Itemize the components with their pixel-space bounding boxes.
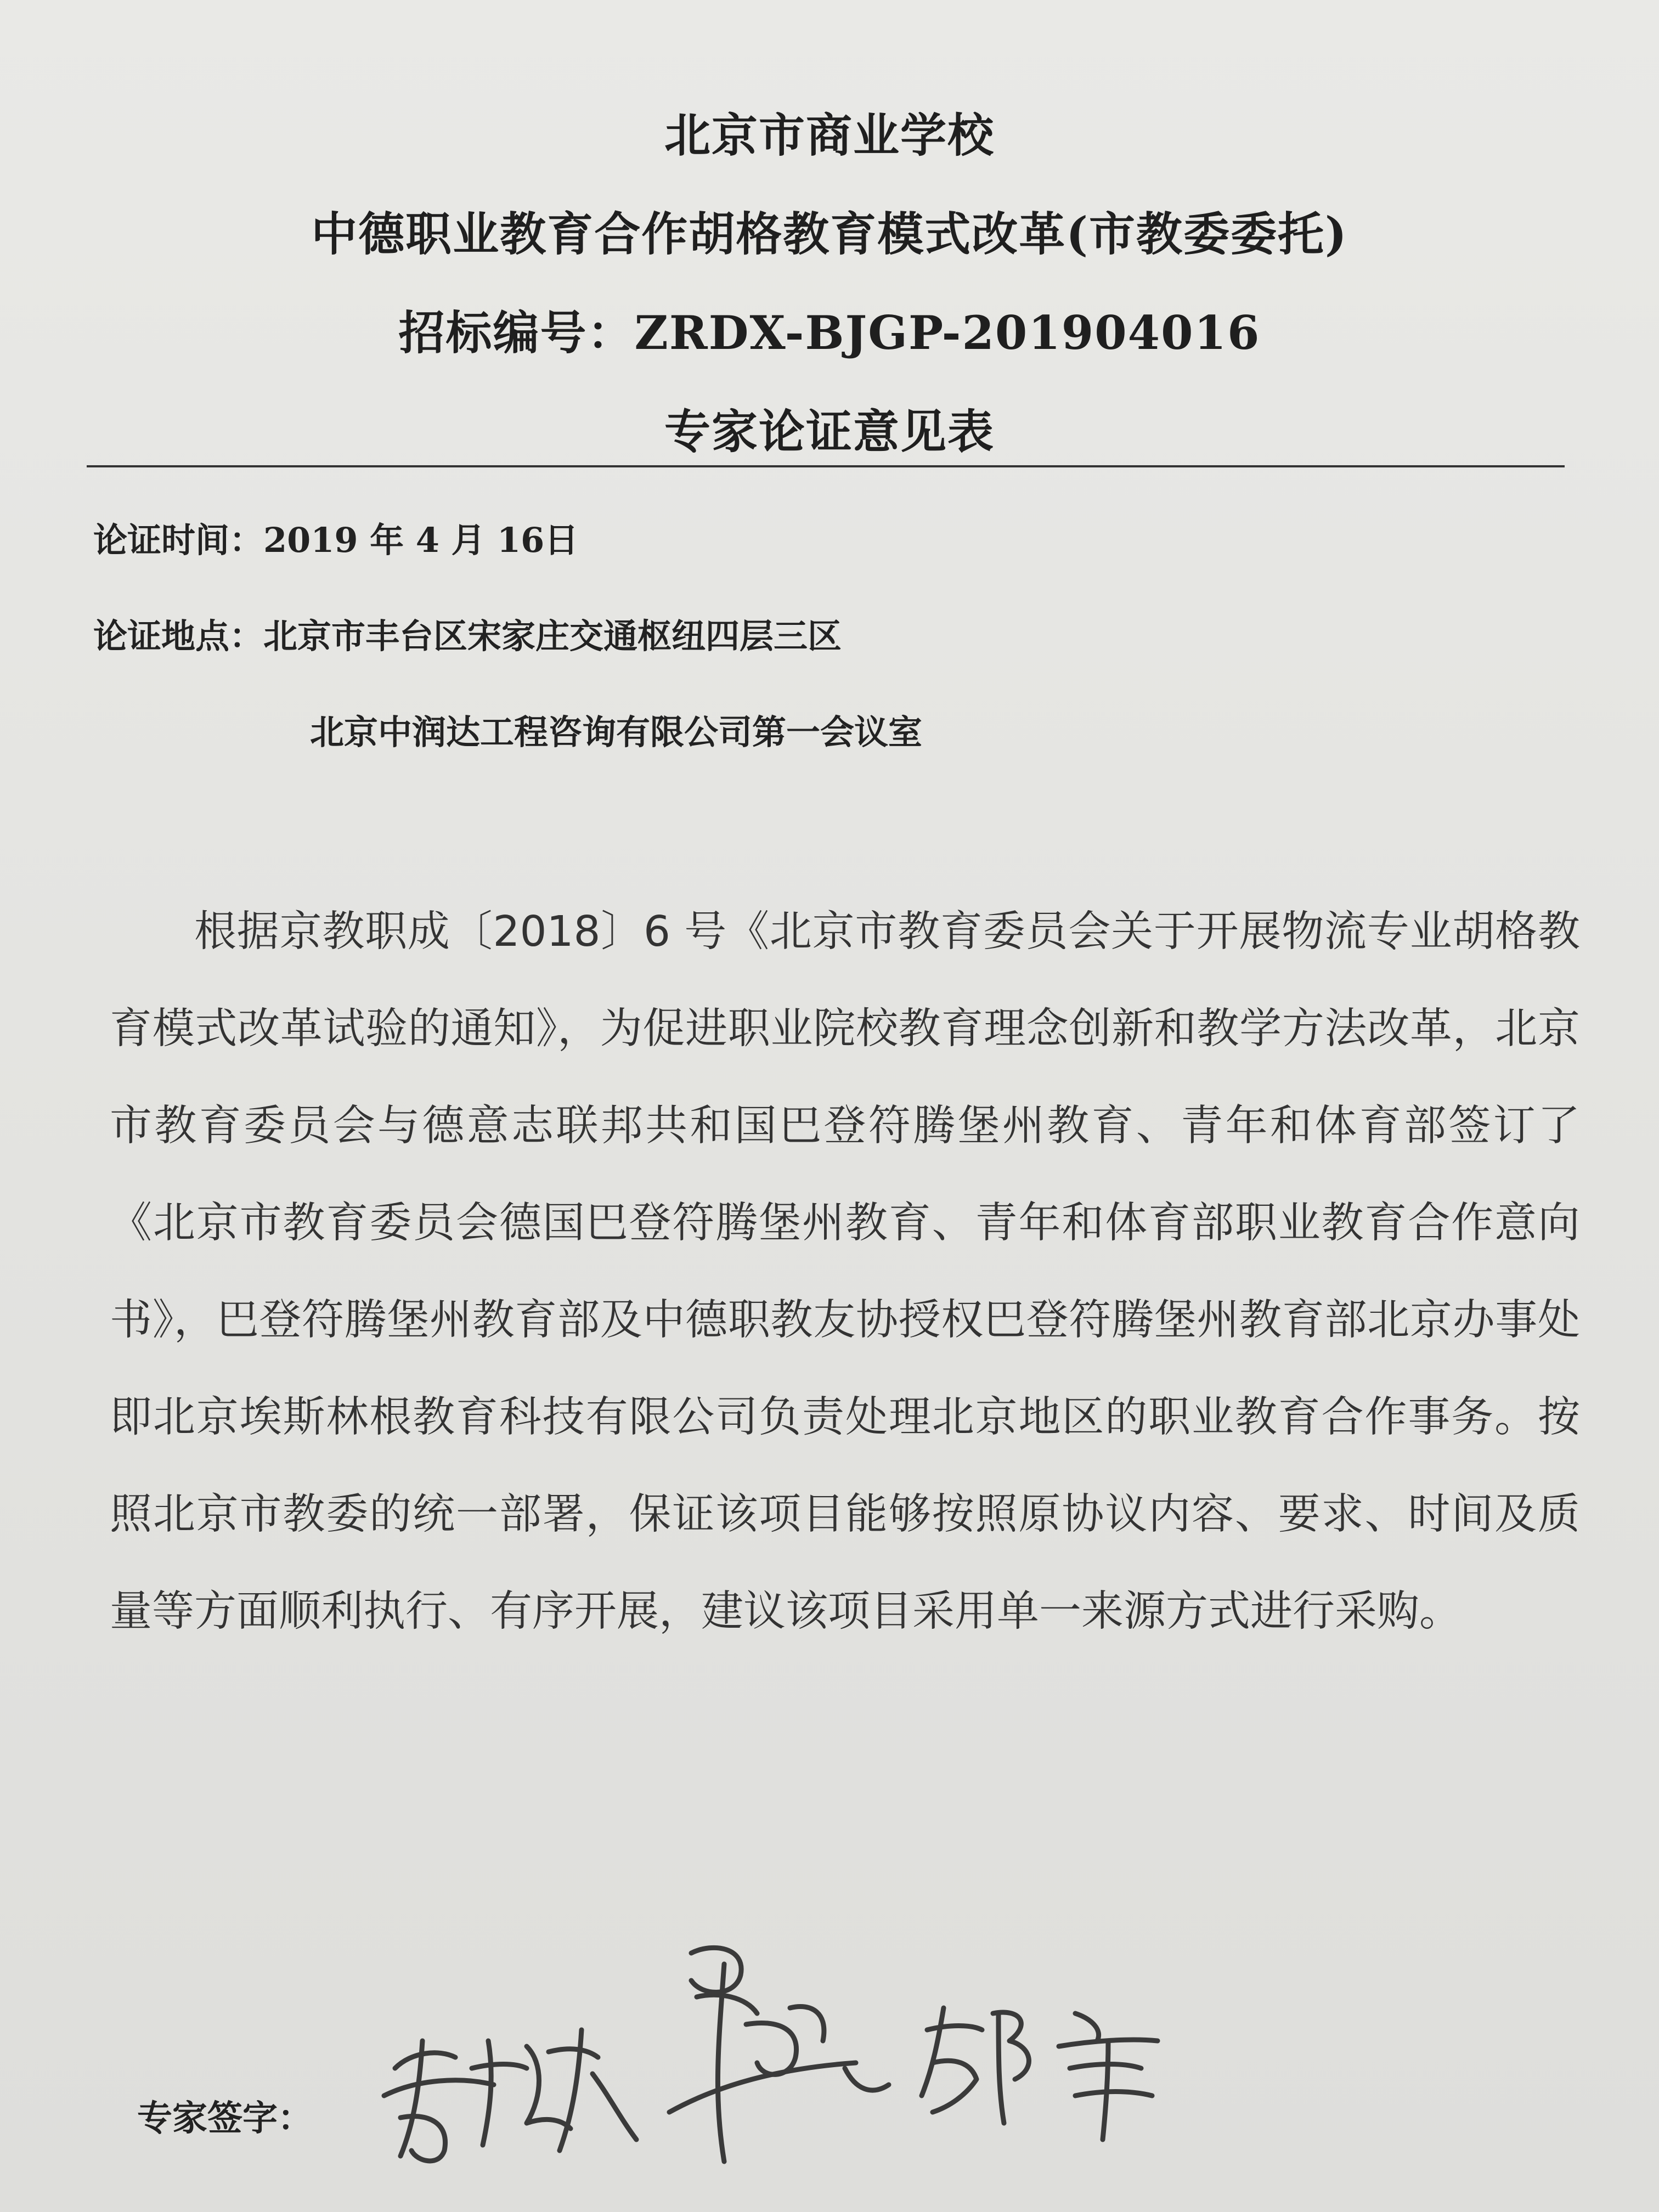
tender-number: 招标编号：ZRDX-BJGP-201904016 xyxy=(398,306,1261,360)
form-title: 专家论证意见表 xyxy=(664,404,995,459)
school-name: 北京市商业学校 xyxy=(664,108,995,162)
signature-3 xyxy=(922,2008,1158,2140)
meeting-room: 北京中润达工程咨询有限公司第一会议室 xyxy=(310,712,923,752)
project-title: 中德职业教育合作胡格教育模式改革(市教委委托) xyxy=(311,207,1348,261)
meeting-place: 论证地点：北京市丰台区宋家庄交通枢纽四层三区 xyxy=(93,616,842,656)
signature-1 xyxy=(384,2030,636,2161)
handwritten-signatures xyxy=(362,1931,1185,2172)
signature-label: 专家签字： xyxy=(137,2098,313,2139)
meeting-time: 论证时间：2019 年 4 月 16日 xyxy=(93,520,579,560)
header-divider xyxy=(87,465,1565,467)
signature-2 xyxy=(669,1948,889,2162)
opinion-paragraph: 根据京教职成〔2018〕6 号《北京市教育委员会关于开展物流专业胡格教育模式改革试验的通知》，为促进职业院校教育理念创新和教学方法改革，北京市教育委员会与德意志联邦共和国巴登符腾堡州教育、青年和体育部签订了《北京市教育委员会德国巴登符腾堡州教育、青年和体育部职业教育合作意向书》，巴登符腾堡州教育部及中德职教友协授权巴登符腾堡州教育部北京办事处即北京埃斯林根教育科技有限公司负责处理北京地区的职业教育合作事务。按照北京市教委的统一部署，保证该项目能够按照原协议内容、要求、时间及质量等方面顺利执行、有序开展，建议该项目采用单一来源方式进行采购。 xyxy=(110,907,1580,1636)
